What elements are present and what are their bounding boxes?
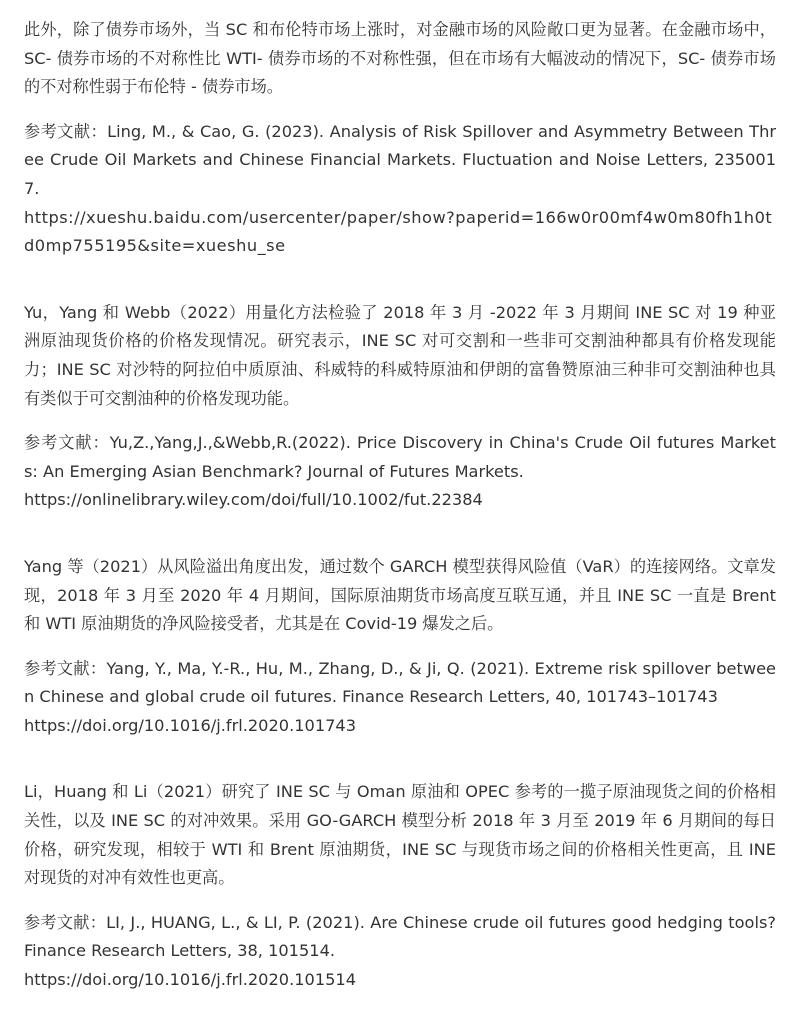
paragraph-summary: Yu，Yang 和 Webb（2022）用量化方法检验了 2018 年 3 月 -2022 年 3 月期间 INE SC 对 19 种亚洲原油现货价格的价格发现情况。研究表示，INE SC 对可交割和一些非可交割油种都具有价格发现能力；INE SC 对沙特的阿拉伯中质原油、科威特的科威特原油和伊朗的富鲁赞原油三种非可交割油种也具有类似于可交割油种的价格发现功能。 xyxy=(24,302,776,408)
section-spacer xyxy=(24,531,776,553)
paragraph-summary: 此外，除了债券市场外，当 SC 和布伦特市场上涨时，对金融市场的风险敞口更为显著。在金融市场中，SC- 债券市场的不对称性比 WTI- 债券市场的不对称性强，但在市场有大幅波动的情况下，SC- 债券市场的不对称性弱于布伦特 - 债券市场。 xyxy=(24,20,776,97)
reference-citation: 参考文献：LI, J., HUANG, L., & LI, P. (2021). Are Chinese crude oil futures good hedging tools? Finance Research Letters, 38, 101514. xyxy=(24,912,776,961)
reference-block xyxy=(24,429,776,515)
section-li-huang-li xyxy=(24,778,776,994)
reference-link[interactable]: https://onlinelibrary.wiley.com/doi/full/10.1002/fut.22384 xyxy=(24,490,483,510)
paragraph-summary: Li，Huang 和 Li（2021）研究了 INE SC 与 Oman 原油和 OPEC 参考的一揽子原油现货之间的价格相关性，以及 INE SC 的对冲效果。采用 GO-GARCH 模型分析 2018 年 3 月至 2019 年 6 月期间的每日价格，研究发现，相较于 WTI 和 Brent 原油期货，INE SC 与现货市场之间的价格相关性更高，且 INE 对现货的对冲有效性也更高。 xyxy=(24,782,776,888)
section-spacer xyxy=(24,277,776,299)
reference-block xyxy=(24,118,776,261)
reference-link[interactable]: https://doi.org/10.1016/j.frl.2020.101514 xyxy=(24,970,357,990)
section-yu-yang-webb xyxy=(24,299,776,515)
reference-citation: 参考文献：Yang, Y., Ma, Y.-R., Hu, M., Zhang, D., & Ji, Q. (2021). Extreme risk spillover between Chinese and global crude oil futures. Finance Research Letters, 40, 101743–101743 xyxy=(24,658,776,707)
reference-block xyxy=(24,909,776,995)
section-spacer xyxy=(24,756,776,778)
reference-link[interactable]: https://xueshu.baidu.com/usercenter/paper/show?paperid=166w0r00mf4w0m80fh1h0td0mp755195&site=xueshu_se xyxy=(24,207,773,256)
article-body xyxy=(24,16,776,1011)
paragraph-summary: Yang 等（2021）从风险溢出角度出发，通过数个 GARCH 模型获得风险值（VaR）的连接网络。文章发现，2018 年 3 月至 2020 年 4 月期间，国际原油期货市场高度互联互通，并且 INE SC 一直是 Brent 和 WTI 原油期货的净风险接受者，尤其是在 Covid-19 爆发之后。 xyxy=(24,556,776,634)
reference-block xyxy=(24,655,776,741)
section-ling-cao xyxy=(24,16,776,261)
reference-citation: 参考文献：Yu,Z.,Yang,J.,&Webb,R.(2022). Price Discovery in China's Crude Oil futures Markets: An Emerging Asian Benchmark? Journal of Futures Markets. xyxy=(24,433,776,481)
reference-link[interactable]: https://doi.org/10.1016/j.frl.2020.101743 xyxy=(24,715,357,735)
reference-citation: 参考文献：Ling, M., & Cao, G. (2023). Analysis of Risk Spillover and Asymmetry Between Three Crude Oil Markets and Chinese Financial Markets. Fluctuation and Noise Letters, 2350017. xyxy=(24,121,776,198)
section-yang-et-al xyxy=(24,553,776,741)
